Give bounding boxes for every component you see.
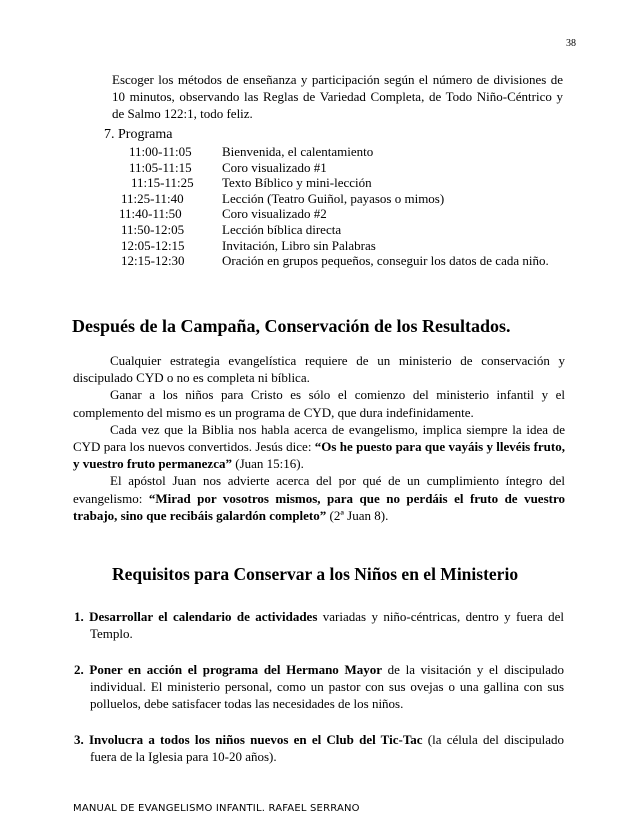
requirement-text: (la célula del discipulado fuera de la Iglesia para 10-20 años). xyxy=(90,732,565,764)
program-schedule xyxy=(0,144,638,270)
page-footer: MANUAL DE EVANGELISMO INFANTIL. RAFAEL SERRANO xyxy=(73,803,360,814)
schedule-time: 11:50-12:05 xyxy=(121,222,185,237)
requirement-item xyxy=(74,661,564,712)
paragraph: Ganar a los niños para Cristo es sólo el comienzo del ministerio infantil y el complemento del mismo es un programa de CYD, que dura indefinidamente. xyxy=(73,387,565,420)
requirement-title: 1. Desarrollar el calendario de actividades xyxy=(74,609,318,624)
bible-quote: “Os he puesto para que vayáis y llevéis fruto, y vuestro fruto permanezca” xyxy=(73,439,565,472)
requirement-title: 2. Poner en acción el programa del Hermano Mayor xyxy=(74,662,383,677)
schedule-time: 11:25-11:40 xyxy=(121,190,184,206)
paragraph xyxy=(73,421,565,473)
schedule-time: 12:05-12:15 xyxy=(121,237,185,253)
paragraph xyxy=(73,472,565,524)
schedule-time: 11:05-11:15 xyxy=(129,159,192,175)
schedule-activity: Invitación, Libro sin Palabras xyxy=(222,237,376,253)
schedule-time: 11:00-11:05 xyxy=(129,144,192,159)
section-heading-conservation: Después de la Campaña, Conservación de los Resultados. xyxy=(72,316,511,336)
program-title: 7. Programa xyxy=(104,127,173,142)
paragraph-text: El apóstol Juan nos advierte acerca del por qué de un cumplimiento íntegro del evangelismo: xyxy=(73,473,565,506)
schedule-time: 12:15-12:30 xyxy=(121,253,185,269)
schedule-activity: Lección (Teatro Guiñol, payasos o mimos) xyxy=(222,190,445,206)
paragraph: Cualquier estrategia evangelística requiere de un ministerio de conservación y discipulado CYD o no es completa ni bíblica. xyxy=(73,353,565,386)
schedule-activity: Coro visualizado #2 xyxy=(222,206,327,222)
requirement-text: de la visitación y el discipulado individual. El ministerio personal, como un pastor con sus ovejas o una gallina con sus polluelos, debe satisfacer todas las necesidades de los niños. xyxy=(90,662,565,711)
bible-reference: (Juan 15:16). xyxy=(231,456,304,472)
requirement-title: 3. Involucra a todos los niños nuevos en el Club del Tic-Tac xyxy=(74,732,423,747)
schedule-activity: Bienvenida, el calentamiento xyxy=(222,144,374,159)
requirement-text: variadas y niño-céntricas, dentro y fuera del Templo. xyxy=(90,609,564,641)
requirement-item xyxy=(74,608,564,642)
schedule-activity: Lección bíblica directa xyxy=(222,222,342,237)
requirement-item xyxy=(74,731,564,765)
page-number: 38 xyxy=(566,38,576,49)
bible-quote: “Mirad por vosotros mismos, para que no perdáis el fruto de vuestro trabajo, sino que recibáis galardón completo” xyxy=(73,490,565,523)
schedule-time: 11:40-11:50 xyxy=(119,206,182,222)
paragraph-text: Cada vez que la Biblia nos habla acerca de evangelismo, implica siempre la idea de CYD para los nuevos convertidos. Jesús dice: xyxy=(73,421,565,455)
schedule-activity: Oración en grupos pequeños, conseguir los datos de cada niño. xyxy=(222,253,549,269)
schedule-activity: Texto Bíblico y mini-lección xyxy=(222,175,372,191)
bible-reference: (2ª Juan 8). xyxy=(326,507,389,523)
schedule-activity: Coro visualizado #1 xyxy=(222,159,327,175)
section-heading-requirements: Requisitos para Conservar a los Niños en el Ministerio xyxy=(112,564,519,584)
section-body-conservation xyxy=(73,352,565,524)
schedule-time: 11:15-11:25 xyxy=(131,175,194,191)
intro-paragraph: Escoger los métodos de enseñanza y participación según el número de divisiones de 10 minutos, observando las Reglas de Variedad Completa, de Todo Niño-Céntrico y de Salmo 122:1, todo feliz. xyxy=(112,72,563,121)
